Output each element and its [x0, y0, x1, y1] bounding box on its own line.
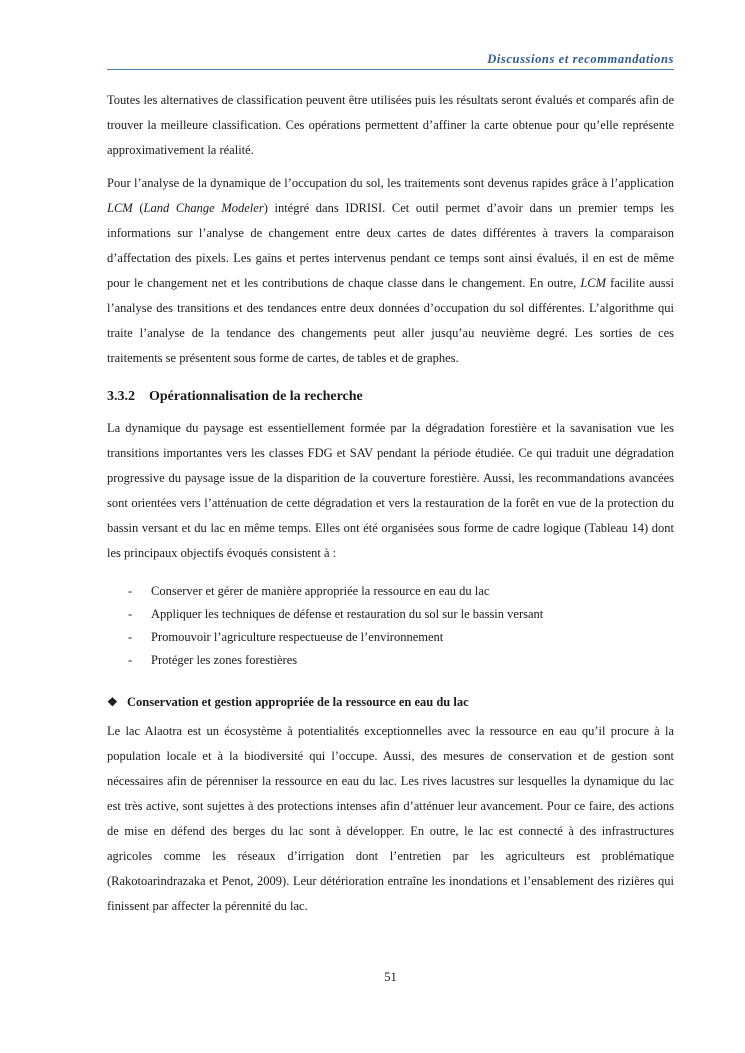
lcm-acronym-2: LCM: [580, 276, 607, 290]
page-number: 51: [384, 970, 397, 984]
paragraph-lcm-text-a: Pour l’analyse de la dynamique de l’occupation du sol, les traitements sont devenus rapides grâce à l’application: [107, 176, 674, 190]
list-item: - Conserver et gérer de manière appropriée la ressource en eau du lac: [128, 580, 674, 603]
paragraph-lcm-text-c: ) intégré dans IDRISI. Cet outil permet d’avoir dans un premier temps les informations sur l’analyse de changement entre deux cartes de dates différentes à travers la comparaison d’affectation des pixels. Les gains et pertes intervenus pendant ce temps sont ainsi évalués, il en est de même pour le changement net et les contributions de chaque classe dans le changement. En outre,: [107, 201, 674, 290]
paragraph-classification: Toutes les alternatives de classification peuvent être utilisées puis les résultats seront évalués et comparés afin de trouver la meilleure classification. Ces opérations permettent d’affiner la carte obtenue pour qu’elle représente approximativement la réalité.: [107, 93, 674, 157]
list-item: - Protéger les zones forestières: [128, 649, 674, 672]
section-title: Opérationnalisation de la recherche: [149, 389, 363, 404]
paragraph-lcm-text-b: (: [132, 201, 144, 215]
header-divider: [107, 69, 674, 70]
objectives-list: [107, 580, 674, 672]
list-item: - Appliquer les techniques de défense et restauration du sol sur le bassin versant: [128, 603, 674, 626]
lcm-full-name: Land Change Modeler: [143, 201, 264, 215]
diamond-bullet-icon: ❖: [107, 695, 118, 709]
list-item: - Promouvoir l’agriculture respectueuse de l’environnement: [128, 626, 674, 649]
section-heading: [107, 385, 674, 409]
section-number: 3.3.2: [107, 389, 135, 404]
running-header: Discussions et recommandations: [487, 52, 674, 66]
paragraph-lcm-text-d: facilite aussi l’analyse des transitions et des tendances entre deux données d’occupation du sol différentes. L’algorithme qui traite l’analyse de la tendance des changements peut aller jusqu’au neuvième degré. Les sorties de ces traitements se présentent sous forme de cartes, de tables et de graphes.: [107, 276, 674, 365]
subsection-heading: [107, 690, 674, 715]
paragraph-lcm: [107, 171, 674, 371]
subsection-title: Conservation et gestion appropriée de la ressource en eau du lac: [127, 695, 469, 709]
paragraph-landscape-dynamics: La dynamique du paysage est essentiellement formée par la dégradation forestière et la savanisation vue les transitions importantes vers les classes FDG et SAV pendant la période étudiée. Ce qui traduit une dégradation progressive du paysage issue de la disparition de la couverture forestière. Aussi, les recommandations avancées sont orientées vers l’atténuation de cette dégradation et vers la restauration de la forêt en vue de la protection du bassin versant et du lac en même temps. Elles ont été organisées sous forme de cadre logique (Tableau 14) dont les principaux objectifs évoqués consistent à :: [107, 421, 674, 560]
page-content: [107, 88, 674, 927]
paragraph-lake-alaotra: Le lac Alaotra est un écosystème à potentialités exceptionnelles avec la ressource en eau qu’il procure à la population locale et à la biodiversité qui l’occupe. Aussi, des mesures de conservation et de gestion sont nécessaires afin de pérenniser la ressource en eau du lac. Les rives lacustres sur lesquelles la dynamique du lac est très active, sont sujettes à des protections intenses afin d’atténuer leur avancement. Pour ce faire, des actions de mise en défend des berges du lac sont à développer. En outre, le lac est connecté à des infrastructures agricoles comme les réseaux d’irrigation dont l’entretien par les agriculteurs est problématique (Rakotoarindrazaka et Penot, 2009). Leur détérioration entraîne les inondations et l’ensablement des rizières qui finissent par affecter la pérennité du lac.: [107, 724, 674, 913]
lcm-acronym: LCM: [107, 201, 133, 215]
